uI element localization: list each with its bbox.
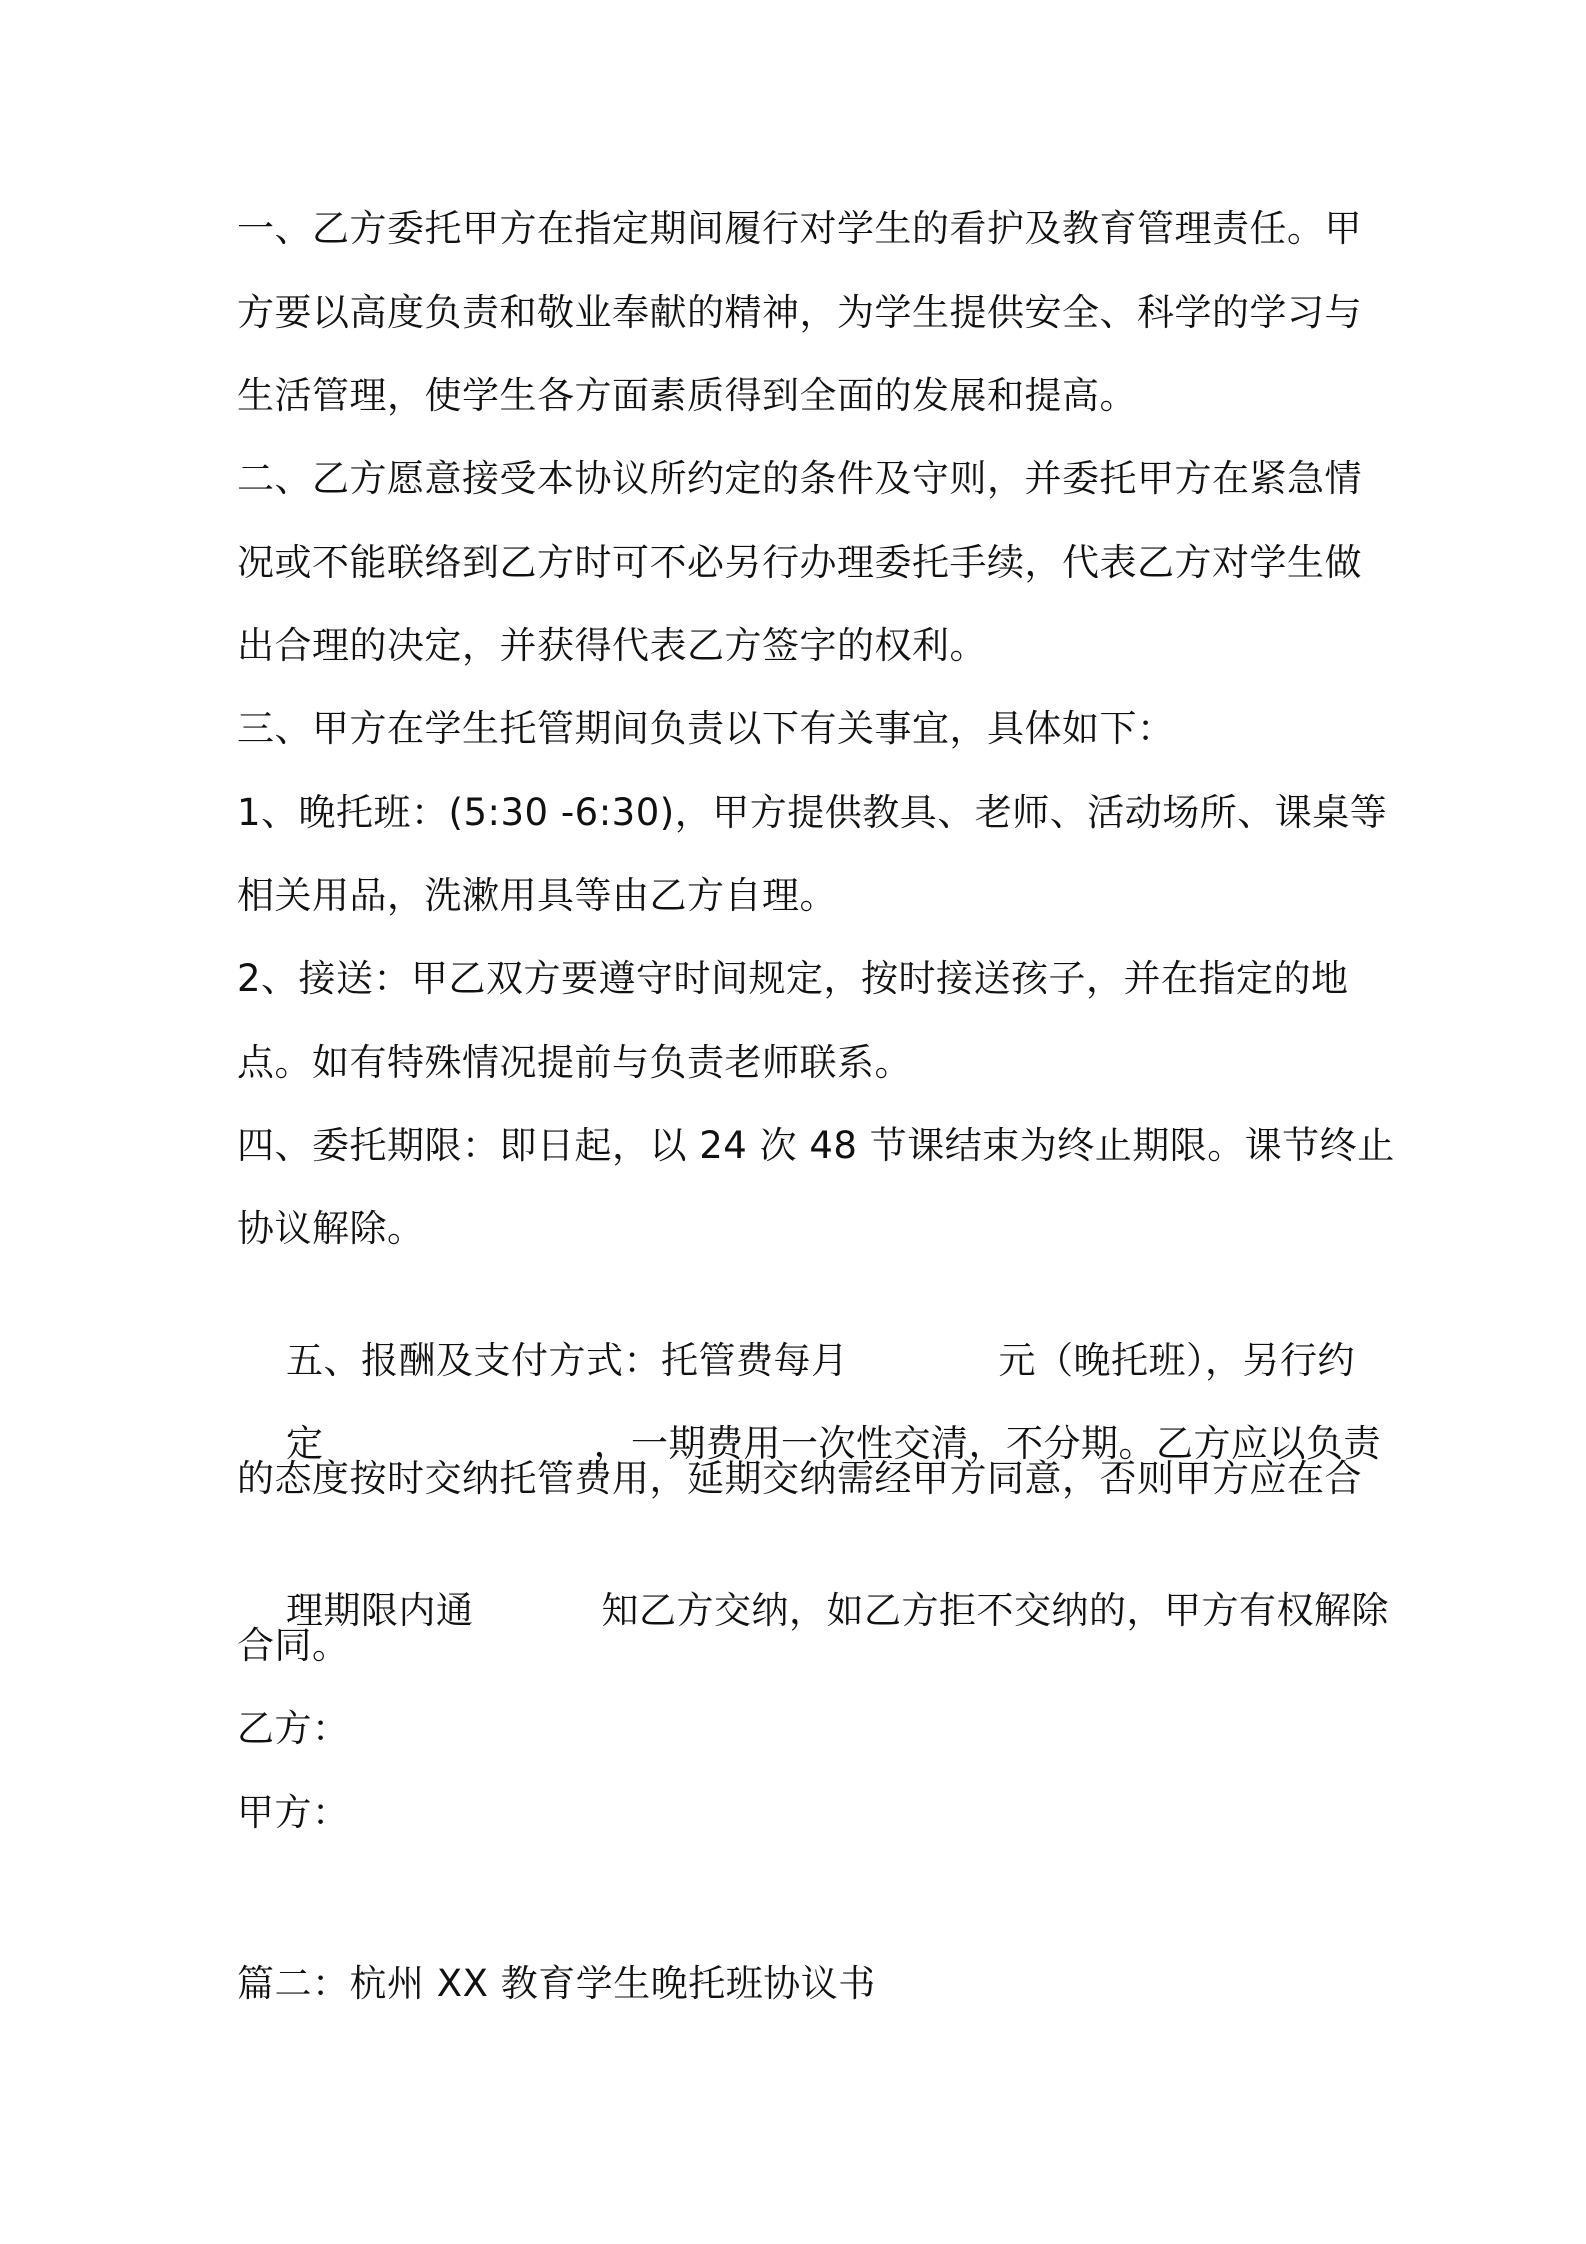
clause-5-line-4 bbox=[237, 1539, 1389, 1683]
clause-3-item-1-line-2: 相关用品，洗漱用具等由乙方自理。 bbox=[237, 874, 837, 917]
clause-2-line-3: 出合理的决定，并获得代表乙方签字的权利。 bbox=[237, 624, 987, 667]
clause-5-line-1-part-a: 五、报酬及支付方式：托管费每月 bbox=[286, 1339, 849, 1382]
clause-3-item-1-line-1: 1、晚托班：(5:30 -6:30)，甲方提供教具、老师、活动场所、课桌等 bbox=[237, 791, 1388, 834]
clause-5-line-1-part-b: 元（晚托班），另行约 bbox=[998, 1339, 1356, 1382]
clause-2-line-1: 二、乙方愿意接受本协议所约定的条件及守则，并委托甲方在紧急情 bbox=[237, 457, 1362, 500]
clause-5-line-2-part-b: ，一期费用一次性交清，不分期。乙方应以负责 bbox=[593, 1422, 1382, 1465]
clause-1-line-3: 生活管理，使学生各方面素质得到全面的发展和提高。 bbox=[237, 374, 1137, 417]
party-a-signature-label: 甲方： bbox=[237, 1791, 350, 1834]
clause-5-line-3: 的态度按时交纳托管费用，延期交纳需经甲方同意，否则甲方应在合 bbox=[237, 1457, 1362, 1500]
clause-5-line-4-part-a: 理期限内通 bbox=[286, 1589, 474, 1632]
clause-5-line-5: 合同。 bbox=[237, 1624, 350, 1667]
clause-5-line-4-part-b: 知乙方交纳，如乙方拒不交纳的，甲方有权解除 bbox=[601, 1589, 1390, 1632]
clause-4-line-1: 四、委托期限：即日起，以 24 次 48 节课结束为终止期限。课节终止 bbox=[237, 1124, 1395, 1167]
clause-1-line-1: 一、乙方委托甲方在指定期间履行对学生的看护及教育管理责任。甲 bbox=[237, 207, 1362, 250]
clause-5-line-2-part-a: 定 bbox=[286, 1422, 324, 1465]
clause-3-line-1: 三、甲方在学生托管期间负责以下有关事宜，具体如下： bbox=[237, 707, 1175, 750]
clause-3-item-2-line-1: 2、接送：甲乙双方要遵守时间规定，按时接送孩子，并在指定的地 bbox=[237, 957, 1349, 1000]
clause-1-line-2: 方要以高度负责和敬业奉献的精神，为学生提供安全、科学的学习与 bbox=[237, 291, 1362, 334]
next-section-title: 篇二：杭州 XX 教育学生晚托班协议书 bbox=[237, 1962, 876, 2005]
clause-3-item-2-line-2: 点。如有特殊情况提前与负责老师联系。 bbox=[237, 1041, 912, 1084]
clause-4-line-2: 协议解除。 bbox=[237, 1207, 425, 1250]
clause-2-line-2: 况或不能联络到乙方时可不必另行办理委托手续，代表乙方对学生做 bbox=[237, 541, 1362, 584]
party-b-signature-label: 乙方： bbox=[237, 1707, 350, 1750]
